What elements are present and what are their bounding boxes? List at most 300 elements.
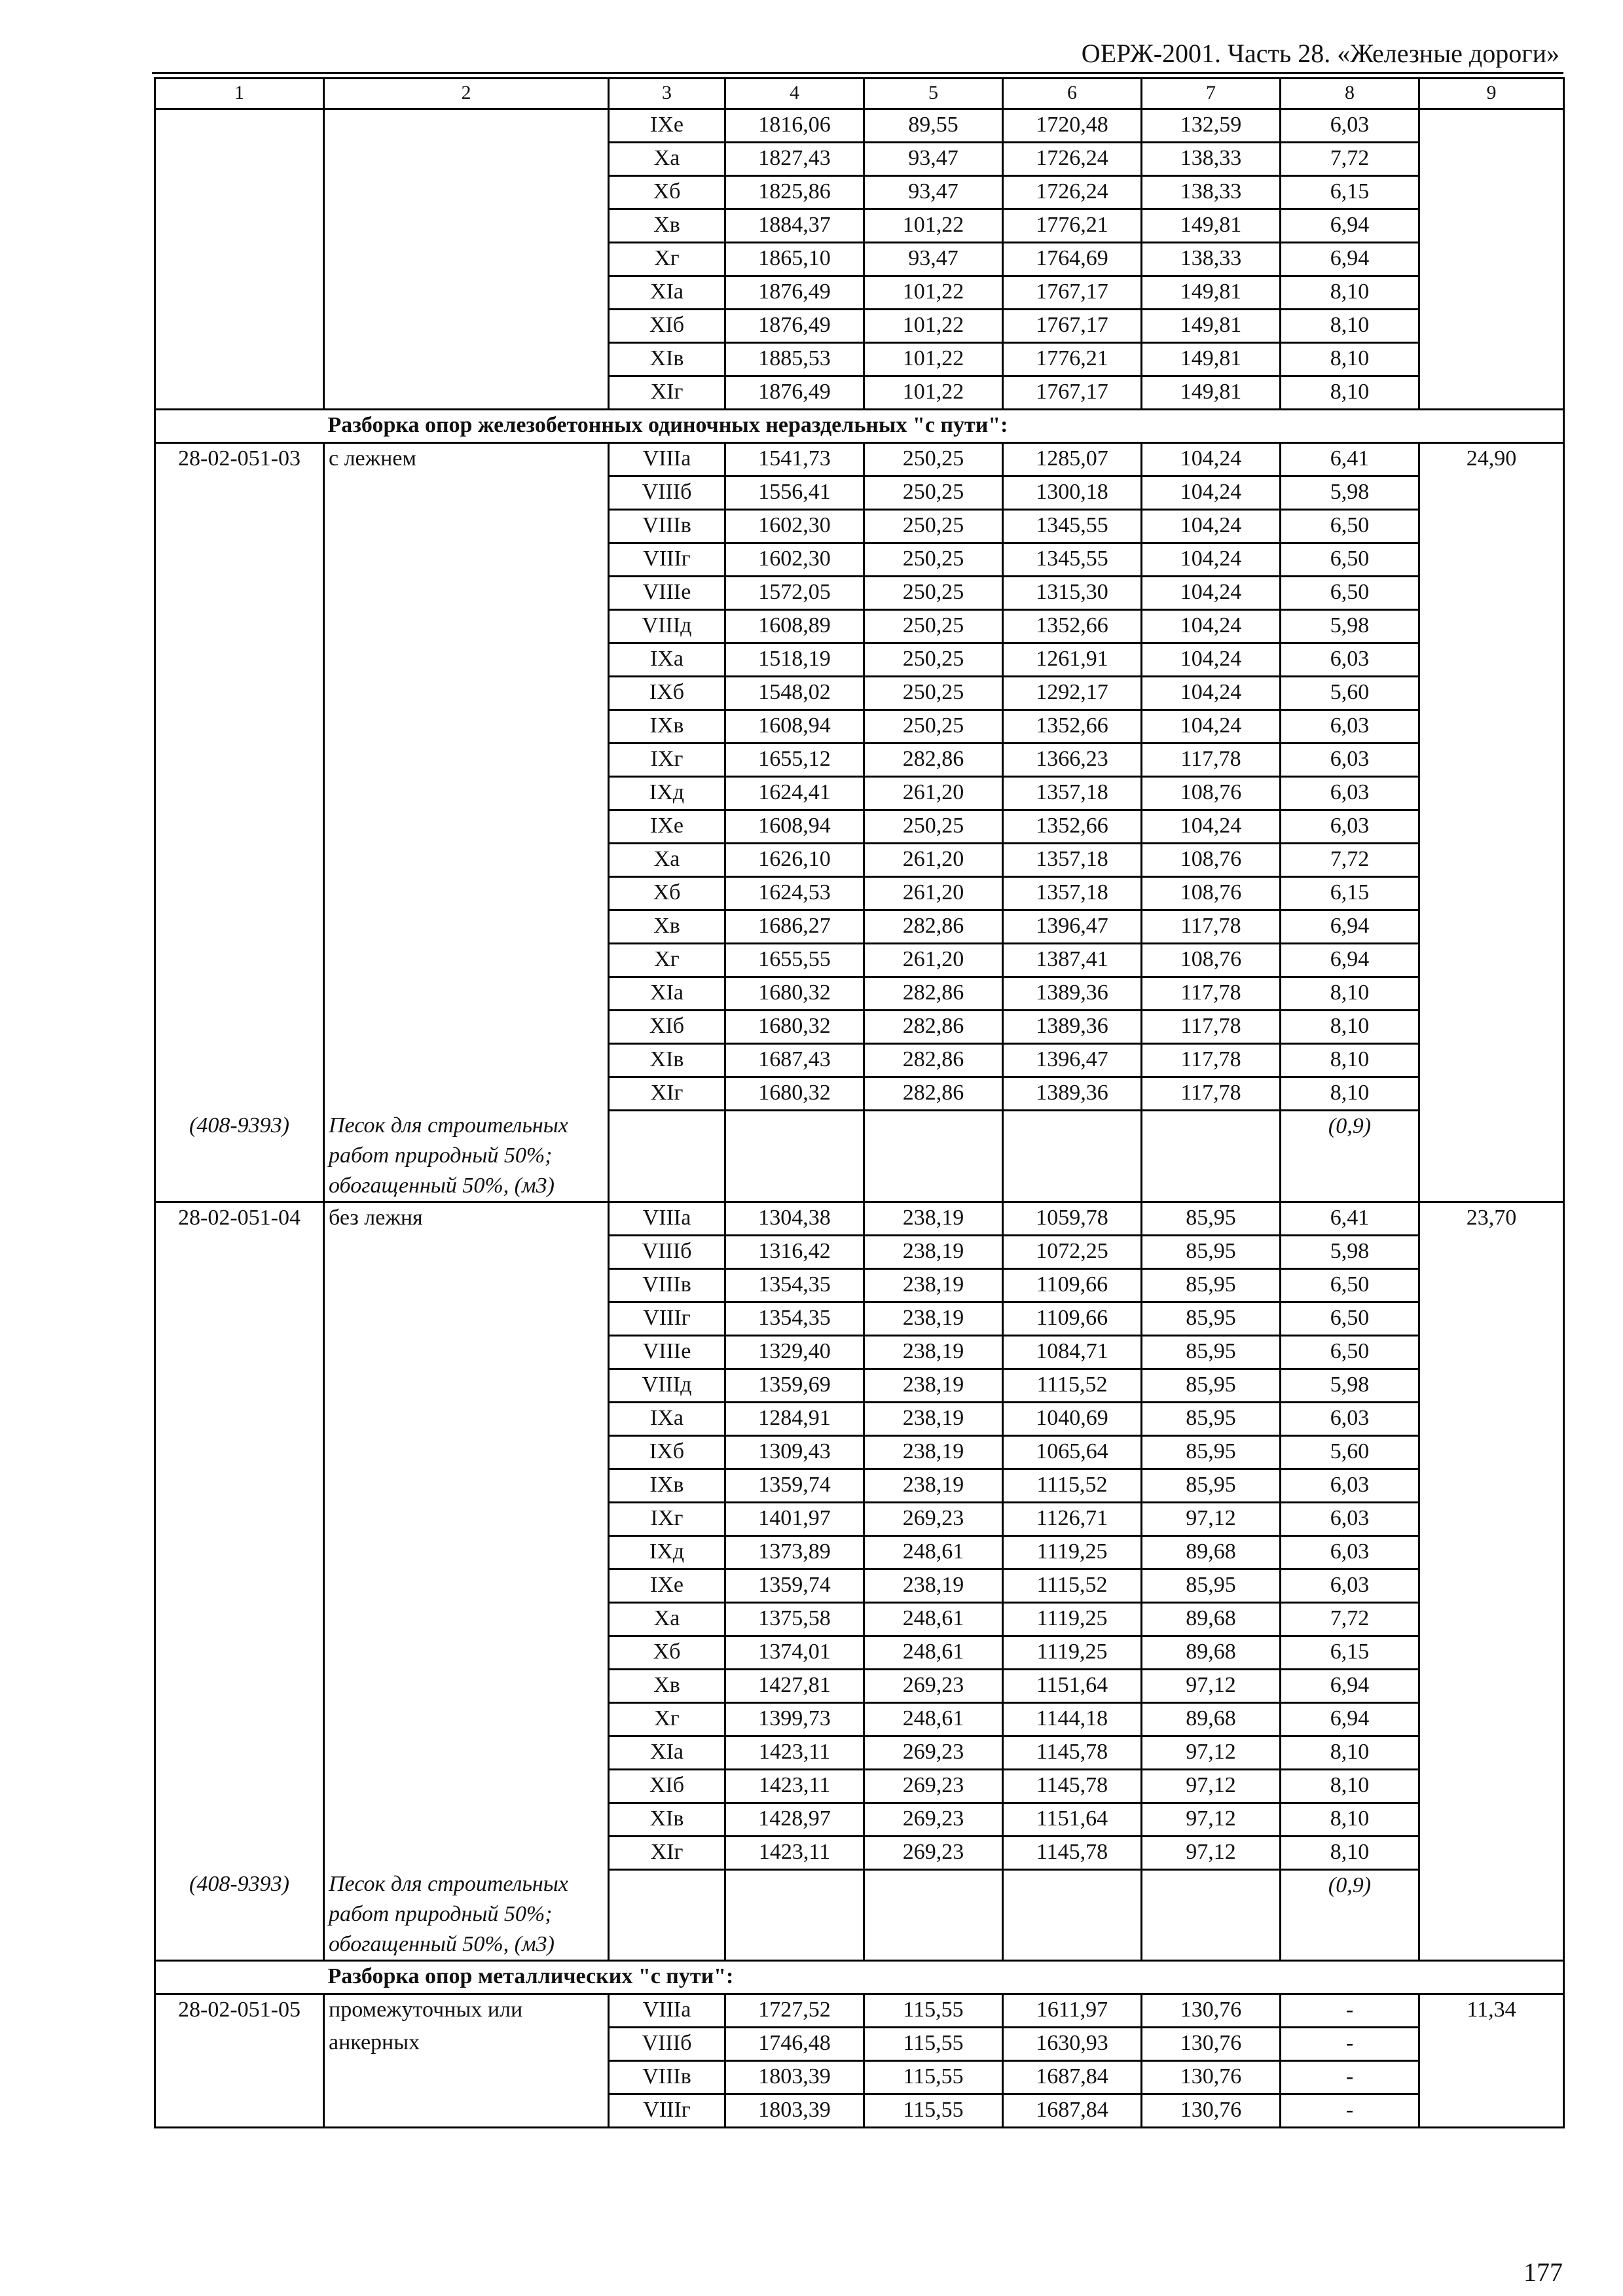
table-row <box>155 810 1564 844</box>
table-cell <box>1419 243 1564 276</box>
value-cell: 248,61 <box>864 1602 1003 1636</box>
value-cell: 1126,71 <box>1003 1502 1142 1535</box>
zone-label: IXа <box>609 643 725 677</box>
rate-name: с лежнем <box>324 443 609 476</box>
table-cell <box>324 1769 609 1803</box>
table-cell <box>324 343 609 376</box>
empty-cell <box>1003 1869 1142 1961</box>
zone-label: IXб <box>609 677 725 710</box>
value-cell: 8,10 <box>1281 1044 1419 1077</box>
value-cell: 101,22 <box>864 343 1003 376</box>
table-cell <box>324 143 609 176</box>
value-cell: 1389,36 <box>1003 1077 1142 1111</box>
rate-name: промежуточных или <box>324 1994 609 2028</box>
rate-name: анкерных <box>324 2028 609 2061</box>
value-cell: 117,78 <box>1142 910 1281 944</box>
table-cell <box>324 910 609 944</box>
table-cell <box>1419 910 1564 944</box>
value-cell: 238,19 <box>864 1335 1003 1369</box>
value-cell: 108,76 <box>1142 777 1281 810</box>
table-cell <box>155 1569 324 1602</box>
empty-cell <box>155 1961 324 1994</box>
table-row <box>155 310 1564 343</box>
table-cell <box>324 1011 609 1044</box>
value-cell: 89,68 <box>1142 1636 1281 1669</box>
table-cell <box>155 1535 324 1569</box>
value-cell: 149,81 <box>1142 276 1281 310</box>
rate-code <box>155 109 324 143</box>
table-row <box>155 2061 1564 2094</box>
value-cell: 1375,58 <box>725 1602 864 1636</box>
value-cell: 250,25 <box>864 476 1003 510</box>
value-cell: 1145,78 <box>1003 1769 1142 1803</box>
value-cell: 108,76 <box>1142 944 1281 977</box>
value-cell: 7,72 <box>1281 844 1419 877</box>
value-cell: 6,03 <box>1281 1402 1419 1435</box>
value-cell: 85,95 <box>1142 1569 1281 1602</box>
value-cell: 1803,39 <box>725 2061 864 2094</box>
value-cell: 1680,32 <box>725 1011 864 1044</box>
section-header-row <box>155 1961 1564 1994</box>
table-row <box>155 1402 1564 1435</box>
value-cell: 93,47 <box>864 243 1003 276</box>
value-cell: 1401,97 <box>725 1502 864 1535</box>
value-cell: 1396,47 <box>1003 910 1142 944</box>
value-cell: 7,72 <box>1281 1602 1419 1636</box>
table-cell <box>324 1636 609 1669</box>
table-cell <box>324 944 609 977</box>
value-cell: 261,20 <box>864 944 1003 977</box>
value-cell: 1115,52 <box>1003 1569 1142 1602</box>
table-cell <box>1419 710 1564 744</box>
table-cell <box>324 1602 609 1636</box>
value-cell: 1767,17 <box>1003 276 1142 310</box>
table-cell <box>155 1011 324 1044</box>
value-cell: 8,10 <box>1281 376 1419 410</box>
value-cell: 1366,23 <box>1003 744 1142 777</box>
table-cell <box>1419 476 1564 510</box>
value-cell: 85,95 <box>1142 1469 1281 1502</box>
value-cell: 104,24 <box>1142 643 1281 677</box>
table-row <box>155 1435 1564 1469</box>
table-cell <box>155 543 324 577</box>
value-cell: 115,55 <box>864 2061 1003 2094</box>
empty-cell <box>725 1869 864 1961</box>
table-cell <box>1419 677 1564 710</box>
zone-label: IXв <box>609 1469 725 1502</box>
zone-label: IXг <box>609 744 725 777</box>
value-cell: 1115,52 <box>1003 1369 1142 1402</box>
value-cell: 1109,66 <box>1003 1268 1142 1302</box>
table-row <box>155 710 1564 744</box>
zone-label: VIIIг <box>609 1302 725 1335</box>
table-cell <box>324 1044 609 1077</box>
value-cell: 1630,93 <box>1003 2028 1142 2061</box>
value-cell: 117,78 <box>1142 744 1281 777</box>
value-cell: 250,25 <box>864 710 1003 744</box>
zone-label: IXб <box>609 1435 725 1469</box>
value-cell: 89,68 <box>1142 1602 1281 1636</box>
section-title: Разборка опор металлических "с пути": <box>324 1961 1564 1994</box>
value-cell: 282,86 <box>864 1011 1003 1044</box>
value-cell: 1357,18 <box>1003 777 1142 810</box>
table-cell <box>1419 143 1564 176</box>
value-cell: 149,81 <box>1142 310 1281 343</box>
empty-cell <box>1419 1111 1564 1202</box>
value-cell: 101,22 <box>864 276 1003 310</box>
value-cell: 1686,27 <box>725 910 864 944</box>
value-cell: 1776,21 <box>1003 343 1142 376</box>
value-cell: 1374,01 <box>725 1636 864 1669</box>
table-cell <box>1419 343 1564 376</box>
value-cell: 85,95 <box>1142 1335 1281 1369</box>
value-cell: 138,33 <box>1142 243 1281 276</box>
table-row <box>155 610 1564 643</box>
table-cell <box>155 143 324 176</box>
section-title: Разборка опор железобетонных одиночных нераздельных "с пути": <box>324 410 1564 443</box>
value-cell: 6,50 <box>1281 577 1419 610</box>
column-number: 2 <box>324 79 609 109</box>
value-cell: 6,50 <box>1281 1335 1419 1369</box>
table-cell <box>1419 744 1564 777</box>
value-cell: 104,24 <box>1142 610 1281 643</box>
value-cell: 1518,19 <box>725 643 864 677</box>
value-cell: - <box>1281 2094 1419 2128</box>
value-cell: 1608,94 <box>725 810 864 844</box>
value-cell: 1611,97 <box>1003 1994 1142 2028</box>
zone-label: VIIIа <box>609 443 725 476</box>
table-cell <box>155 977 324 1011</box>
table-cell <box>1419 1469 1564 1502</box>
table-row <box>155 777 1564 810</box>
table-row <box>155 1535 1564 1569</box>
table-row <box>155 1044 1564 1077</box>
value-cell: 1876,49 <box>725 276 864 310</box>
value-cell: 1357,18 <box>1003 877 1142 910</box>
material-name-line: обогащенный 50%, (м3) <box>329 1173 555 1198</box>
value-cell: 8,10 <box>1281 310 1419 343</box>
table-cell <box>324 1803 609 1836</box>
table-cell <box>324 510 609 543</box>
value-cell: 1427,81 <box>725 1669 864 1702</box>
value-cell: 1572,05 <box>725 577 864 610</box>
table-cell <box>1419 877 1564 910</box>
table-row <box>155 1736 1564 1769</box>
value-cell: 1359,69 <box>725 1369 864 1402</box>
value-cell: 6,03 <box>1281 1569 1419 1602</box>
table-row <box>155 543 1564 577</box>
table-cell <box>155 243 324 276</box>
empty-cell <box>1419 1869 1564 1961</box>
value-cell: 8,10 <box>1281 1077 1419 1111</box>
value-cell: 101,22 <box>864 209 1003 243</box>
value-cell: 85,95 <box>1142 1302 1281 1335</box>
zone-label: XIв <box>609 1803 725 1836</box>
table-cell <box>1419 577 1564 610</box>
value-cell: 1767,17 <box>1003 376 1142 410</box>
value-cell: 248,61 <box>864 1535 1003 1569</box>
value-cell: 1109,66 <box>1003 1302 1142 1335</box>
value-cell: 138,33 <box>1142 176 1281 209</box>
zone-label: Xа <box>609 1602 725 1636</box>
zone-label: VIIIг <box>609 543 725 577</box>
value-cell: 1084,71 <box>1003 1335 1142 1369</box>
value-cell: 117,78 <box>1142 1077 1281 1111</box>
value-cell: 6,15 <box>1281 176 1419 209</box>
table-cell <box>324 1402 609 1435</box>
value-cell: 1145,78 <box>1003 1736 1142 1769</box>
table-row <box>155 1077 1564 1111</box>
material-qty: (0,9) <box>1281 1869 1419 1961</box>
value-cell: 6,03 <box>1281 109 1419 143</box>
table-cell <box>155 710 324 744</box>
table-cell <box>155 2061 324 2094</box>
rate-col9: 23,70 <box>1419 1202 1564 1235</box>
value-cell: 85,95 <box>1142 1235 1281 1268</box>
value-cell: 6,41 <box>1281 443 1419 476</box>
table-row <box>155 243 1564 276</box>
table-cell <box>155 1669 324 1702</box>
value-cell: 101,22 <box>864 376 1003 410</box>
value-cell: 1655,12 <box>725 744 864 777</box>
value-cell: 250,25 <box>864 610 1003 643</box>
zone-label: Xа <box>609 143 725 176</box>
value-cell: 250,25 <box>864 643 1003 677</box>
table-cell <box>324 476 609 510</box>
rate-name <box>324 109 609 143</box>
table-cell <box>324 176 609 209</box>
value-cell: 1261,91 <box>1003 643 1142 677</box>
zone-label: VIIIв <box>609 2061 725 2094</box>
table-cell <box>155 910 324 944</box>
value-cell: 8,10 <box>1281 977 1419 1011</box>
table-cell <box>324 877 609 910</box>
table-cell <box>1419 1702 1564 1736</box>
table-cell <box>324 1268 609 1302</box>
section-header-row <box>155 410 1564 443</box>
table-cell <box>1419 1402 1564 1435</box>
value-cell: 149,81 <box>1142 343 1281 376</box>
table-row <box>155 1636 1564 1669</box>
zone-label: IXд <box>609 1535 725 1569</box>
value-cell: 1300,18 <box>1003 476 1142 510</box>
table-cell <box>1419 1235 1564 1268</box>
value-cell: 1803,39 <box>725 2094 864 2128</box>
table-cell <box>1419 777 1564 810</box>
value-cell: 238,19 <box>864 1302 1003 1335</box>
value-cell: 117,78 <box>1142 1011 1281 1044</box>
table-row <box>155 677 1564 710</box>
material-qty: (0,9) <box>1281 1111 1419 1202</box>
value-cell: 149,81 <box>1142 376 1281 410</box>
value-cell: 6,03 <box>1281 643 1419 677</box>
table-cell <box>155 343 324 376</box>
value-cell: 1680,32 <box>725 977 864 1011</box>
zone-label: XIг <box>609 1077 725 1111</box>
value-cell: 1884,37 <box>725 209 864 243</box>
column-number: 6 <box>1003 79 1142 109</box>
empty-cell <box>864 1869 1003 1961</box>
table-row <box>155 143 1564 176</box>
value-cell: 1727,52 <box>725 1994 864 2028</box>
zone-label: XIг <box>609 1836 725 1869</box>
zone-label: IXд <box>609 777 725 810</box>
table-cell <box>155 1602 324 1636</box>
value-cell: 6,94 <box>1281 243 1419 276</box>
table-cell <box>324 1669 609 1702</box>
value-cell: 8,10 <box>1281 1736 1419 1769</box>
zone-label: VIIIб <box>609 476 725 510</box>
table-cell <box>1419 1636 1564 1669</box>
value-cell: 250,25 <box>864 543 1003 577</box>
zone-label: VIIIа <box>609 1202 725 1235</box>
column-number: 1 <box>155 79 324 109</box>
table-cell <box>155 677 324 710</box>
zone-label: VIIIд <box>609 1369 725 1402</box>
value-cell: 269,23 <box>864 1736 1003 1769</box>
rate-code: 28-02-051-04 <box>155 1202 324 1235</box>
table-cell <box>155 276 324 310</box>
value-cell: 1072,25 <box>1003 1235 1142 1268</box>
value-cell: 269,23 <box>864 1769 1003 1803</box>
table-cell <box>155 1469 324 1502</box>
value-cell: 1292,17 <box>1003 677 1142 710</box>
value-cell: 6,94 <box>1281 1669 1419 1702</box>
value-cell: 1144,18 <box>1003 1702 1142 1736</box>
material-name <box>324 1869 609 1961</box>
value-cell: 6,41 <box>1281 1202 1419 1235</box>
table-cell <box>1419 376 1564 410</box>
table-cell <box>155 1769 324 1803</box>
table-cell <box>155 810 324 844</box>
table-cell <box>155 1335 324 1369</box>
table-row <box>155 1836 1564 1869</box>
table-cell <box>1419 209 1564 243</box>
table-cell <box>324 1077 609 1111</box>
value-cell: 1352,66 <box>1003 710 1142 744</box>
value-cell: 8,10 <box>1281 343 1419 376</box>
table-cell <box>324 1369 609 1402</box>
table-cell <box>324 310 609 343</box>
zone-label: Xа <box>609 844 725 877</box>
value-cell: 5,60 <box>1281 1435 1419 1469</box>
value-cell: 149,81 <box>1142 209 1281 243</box>
table-cell <box>1419 643 1564 677</box>
value-cell: 1746,48 <box>725 2028 864 2061</box>
rate-col9: 24,90 <box>1419 443 1564 476</box>
zone-label: IXе <box>609 810 725 844</box>
table-cell <box>155 1736 324 1769</box>
zone-label: XIб <box>609 1769 725 1803</box>
value-cell: 104,24 <box>1142 443 1281 476</box>
table-cell <box>155 510 324 543</box>
table-row <box>155 1268 1564 1302</box>
value-cell: 1556,41 <box>725 476 864 510</box>
value-cell: 1145,78 <box>1003 1836 1142 1869</box>
value-cell: 238,19 <box>864 1235 1003 1268</box>
value-cell: 238,19 <box>864 1268 1003 1302</box>
table-cell <box>155 1302 324 1335</box>
value-cell: 97,12 <box>1142 1502 1281 1535</box>
value-cell: 8,10 <box>1281 1011 1419 1044</box>
zone-label: IXг <box>609 1502 725 1535</box>
document-title: ОЕРЖ-2001. Часть 28. «Железные дороги» <box>1081 39 1559 68</box>
value-cell: 1624,53 <box>725 877 864 910</box>
value-cell: 104,24 <box>1142 476 1281 510</box>
table-cell <box>155 2028 324 2061</box>
value-cell: 8,10 <box>1281 276 1419 310</box>
value-cell: 8,10 <box>1281 1803 1419 1836</box>
value-cell: 1541,73 <box>725 443 864 476</box>
table-cell <box>1419 2094 1564 2128</box>
value-cell: 1119,25 <box>1003 1602 1142 1636</box>
value-cell: 6,50 <box>1281 510 1419 543</box>
table-row <box>155 643 1564 677</box>
value-cell: 1151,64 <box>1003 1803 1142 1836</box>
zone-label: XIб <box>609 1011 725 1044</box>
value-cell: 238,19 <box>864 1369 1003 1402</box>
table-cell <box>1419 1268 1564 1302</box>
value-cell: 1687,43 <box>725 1044 864 1077</box>
value-cell: 238,19 <box>864 1202 1003 1235</box>
table-row <box>155 176 1564 209</box>
table-cell <box>324 677 609 710</box>
value-cell: 1626,10 <box>725 844 864 877</box>
value-cell: 1608,94 <box>725 710 864 744</box>
material-code: (408-9393) <box>155 1869 324 1961</box>
value-cell: 104,24 <box>1142 677 1281 710</box>
value-cell: 269,23 <box>864 1502 1003 1535</box>
table-cell <box>155 1702 324 1736</box>
table-cell <box>155 643 324 677</box>
value-cell: 1352,66 <box>1003 810 1142 844</box>
value-cell: 117,78 <box>1142 1044 1281 1077</box>
column-number: 4 <box>725 79 864 109</box>
table-cell <box>324 844 609 877</box>
table-cell <box>1419 1502 1564 1535</box>
table-cell <box>1419 543 1564 577</box>
material-row <box>155 1111 1564 1202</box>
value-cell: 1359,74 <box>725 1569 864 1602</box>
value-cell: 115,55 <box>864 2094 1003 2128</box>
value-cell: 117,78 <box>1142 977 1281 1011</box>
table-row <box>155 510 1564 543</box>
value-cell: - <box>1281 1994 1419 2028</box>
table-row <box>155 910 1564 944</box>
value-cell: 1399,73 <box>725 1702 864 1736</box>
zone-label: XIв <box>609 1044 725 1077</box>
value-cell: 1059,78 <box>1003 1202 1142 1235</box>
value-cell: 1387,41 <box>1003 944 1142 977</box>
value-cell: 1373,89 <box>725 1535 864 1569</box>
value-cell: 130,76 <box>1142 2094 1281 2128</box>
value-cell: 250,25 <box>864 810 1003 844</box>
value-cell: 1352,66 <box>1003 610 1142 643</box>
value-cell: 269,23 <box>864 1669 1003 1702</box>
table-row <box>155 944 1564 977</box>
table-cell <box>1419 2028 1564 2061</box>
value-cell: 248,61 <box>864 1636 1003 1669</box>
table-cell <box>324 977 609 1011</box>
material-name-line: обогащенный 50%, (м3) <box>329 1932 555 1956</box>
empty-cell <box>609 1869 725 1961</box>
zone-label: VIIIб <box>609 1235 725 1268</box>
page-header <box>152 34 1563 74</box>
material-name-line: работ природный 50%; <box>329 1143 553 1168</box>
table-row <box>155 1994 1564 2028</box>
page-number: 177 <box>1523 2257 1563 2287</box>
table-row <box>155 1202 1564 1235</box>
